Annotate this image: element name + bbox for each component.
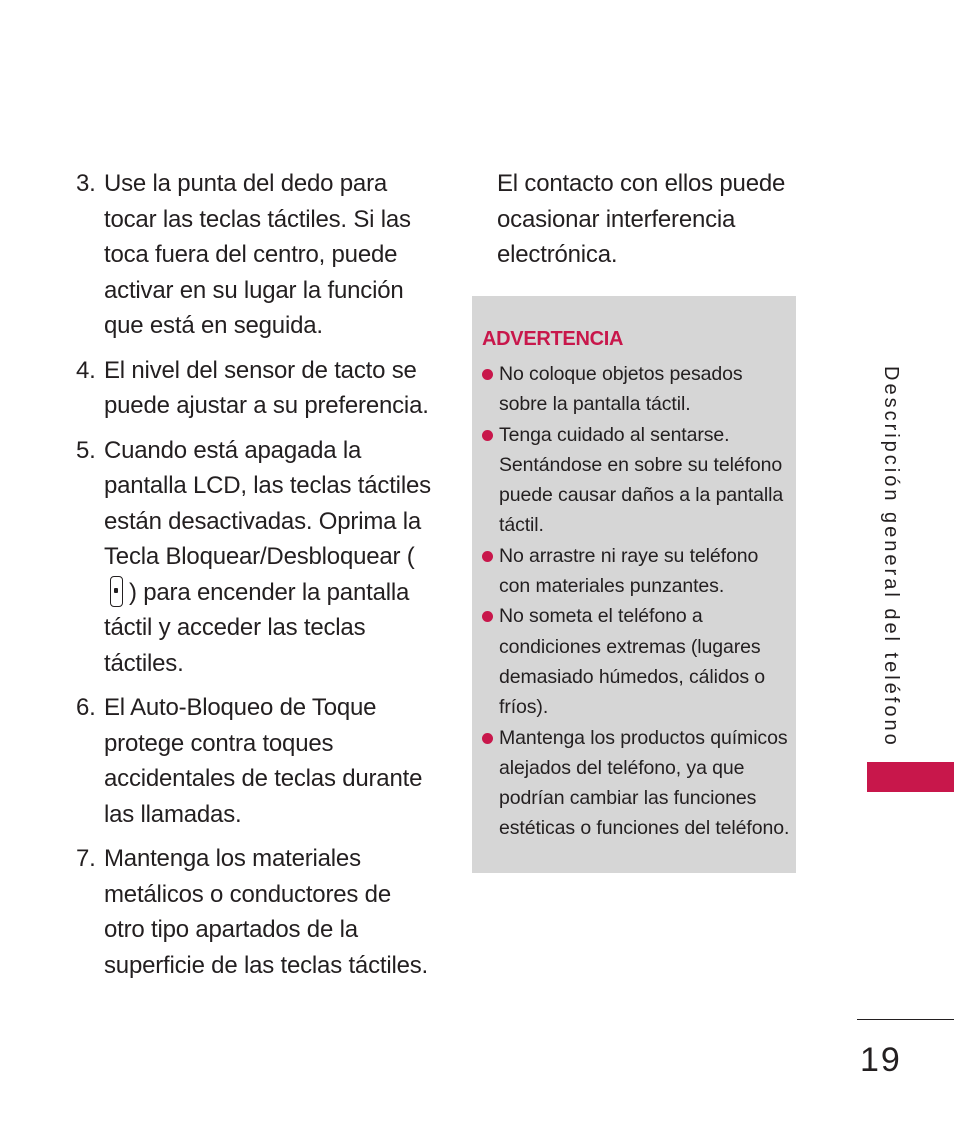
item-text: Use la punta del dedo para tocar las teclas táctiles. Si las toca fuera del centro, puede activar en su lugar la función que está en seguida. [104, 170, 411, 339]
warning-text: Mantenga los productos químicos alejados del teléfono, ya que podrían cambiar las funciones estéticas o funciones del teléfono. [499, 726, 790, 840]
item-text: Cuando está apagada la pantalla LCD, las teclas táctiles están desactivadas. Oprima la Tecla Bloquear/Desbloquear ( [104, 436, 431, 570]
item-number: 7. [76, 845, 96, 872]
item-number: 4. [76, 356, 96, 384]
warning-title: ADVERTENCIA [482, 328, 624, 350]
section-tab-marker [867, 762, 954, 792]
warning-item [482, 723, 790, 844]
warning-text: No coloque objetos pesados sobre la pantalla táctil. [499, 363, 743, 416]
item-number: 5. [76, 436, 96, 464]
warning-text: No arrastre ni raye su teléfono con materiales punzantes. [499, 544, 759, 598]
footer-rule [857, 1019, 954, 1020]
item-number: 3. [76, 170, 96, 197]
warning-item [482, 601, 790, 722]
bullet-icon [482, 369, 493, 380]
warning-item [482, 541, 790, 602]
item-text: Mantenga los materiales metálicos o conductores de otro tipo apartados de la superficie de las teclas táctiles. [104, 845, 429, 979]
warning-text: No someta el teléfono a condiciones extremas (lugares demasiado húmedos, cálidos o fríos). [499, 605, 766, 719]
bullet-icon [482, 551, 493, 562]
bullet-icon [482, 430, 493, 441]
item-text: El nivel del sensor de tacto se puede ajustar a su preferencia. [104, 356, 429, 419]
continuation-text: El contacto con ellos puede ocasionar interferencia electrónica. [497, 170, 786, 268]
list-item [76, 841, 436, 983]
item-text: ) para encender la pantalla táctil y acceder las teclas táctiles. [104, 578, 410, 677]
bullet-icon [482, 733, 493, 744]
warning-box [472, 296, 796, 873]
page-number: 19 [860, 1041, 902, 1079]
list-item [76, 353, 436, 424]
bullet-icon [482, 611, 493, 622]
section-side-label: Descripción general del teléfono [880, 366, 902, 748]
item-number: 6. [76, 694, 96, 721]
warning-item [482, 359, 790, 420]
item-text: El Auto-Bloqueo de Toque protege contra toques accidentales de teclas durante las llamadas. [104, 694, 423, 828]
numbered-instructions [76, 166, 436, 992]
warning-item [482, 420, 790, 541]
lock-key-icon [110, 576, 123, 607]
warning-text: Tenga cuidado al sentarse. Sentándose en sobre su teléfono puede causar daños a la pantalla táctil. [499, 423, 784, 537]
list-item [76, 690, 436, 832]
list-item [76, 166, 436, 344]
list-item [76, 433, 436, 682]
